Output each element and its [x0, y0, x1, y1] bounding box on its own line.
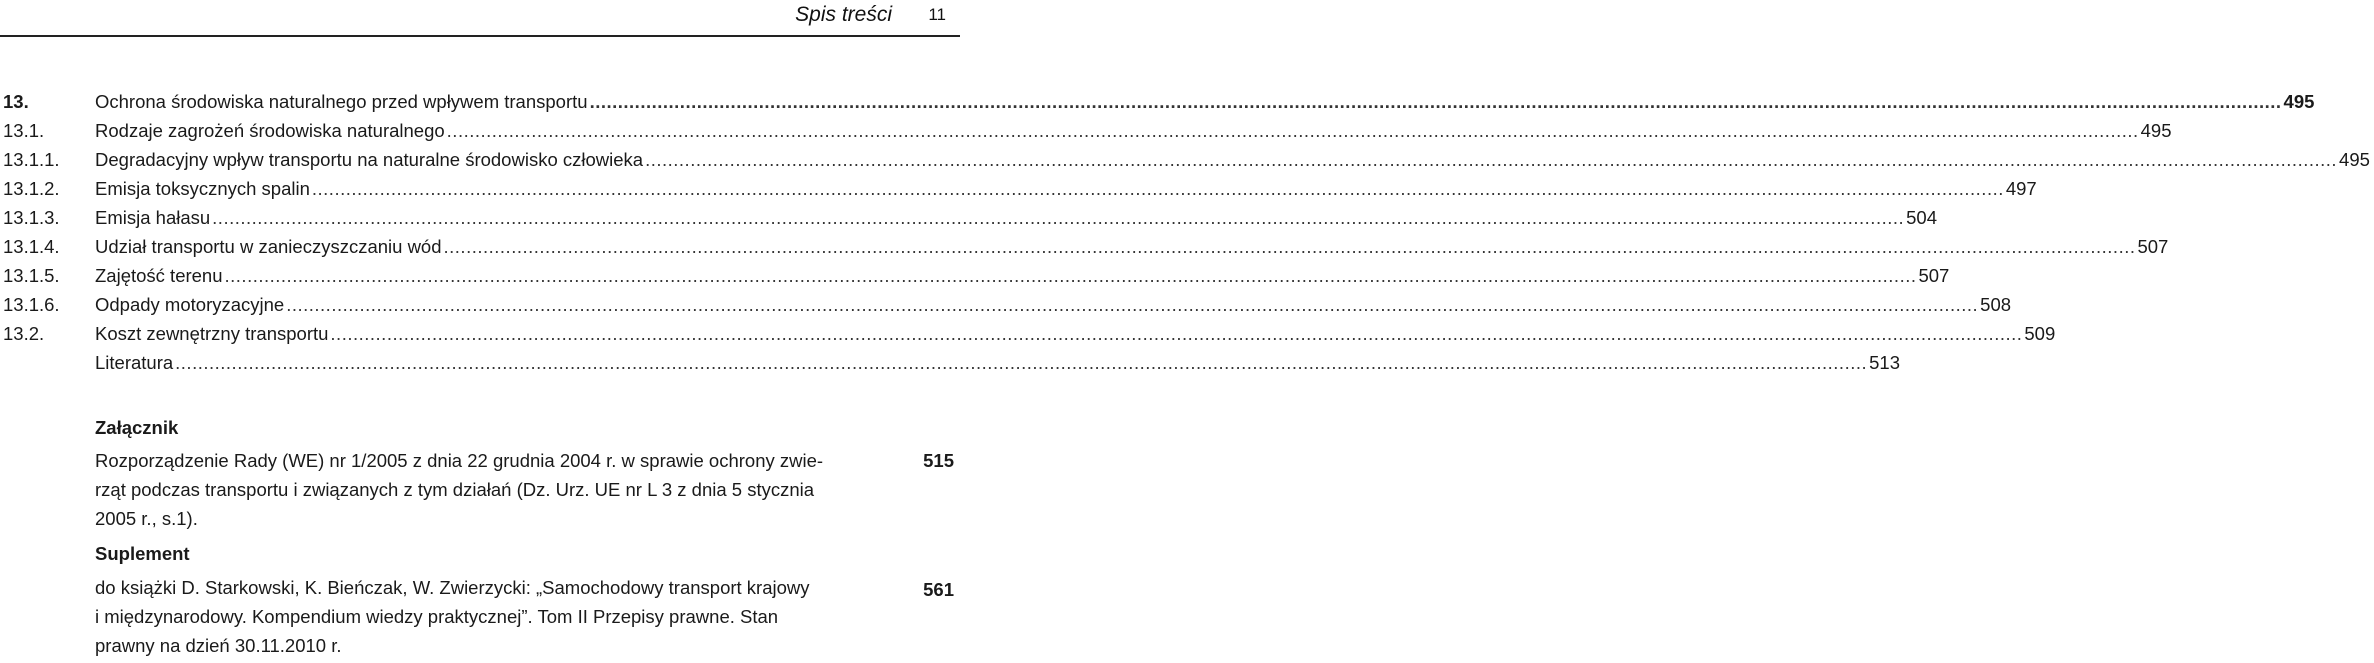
toc-entry-page: 495	[2283, 91, 2315, 112]
running-title: Spis treści	[795, 3, 892, 26]
toc-entry-title: Emisja toksycznych spalin	[95, 178, 310, 199]
toc-entry-page: 513	[1869, 352, 1900, 373]
annex-line: rząt podczas transportu i związanych z tym działań (Dz. Urz. UE nr L 3 z dnia 5 stycznia	[95, 479, 815, 500]
toc-leader-dots: ............................................................................................................................................................................................................................................................................................................	[286, 294, 1979, 315]
annex-text	[95, 446, 925, 533]
supplement-line: do książki D. Starkowski, K. Bieńczak, W. Zwierzycki: „Samochodowy transport krajowy	[95, 577, 810, 598]
annex-line: 2005 r., s.1).	[95, 508, 198, 529]
toc-entry	[0, 145, 2370, 174]
toc-entry	[0, 203, 1938, 232]
toc-entry-number: 13.1.2.	[3, 178, 60, 199]
toc-leader-dots: ............................................................................................................................................................................................................................................................................................................	[311, 178, 2004, 199]
toc-entry-line	[95, 232, 2169, 261]
toc-entry-page: 495	[2140, 120, 2172, 141]
toc-entry-line	[95, 87, 2315, 116]
toc-entry-line	[95, 116, 2172, 145]
toc-entry-number: 13.1.5.	[3, 265, 60, 286]
supplement-text	[95, 573, 925, 660]
toc-entry-page: 497	[2005, 178, 2037, 199]
toc-entry-title: Rodzaje zagrożeń środowiska naturalnego	[95, 120, 445, 141]
toc-entry-number: 13.1.3.	[3, 207, 60, 228]
toc-entry-line	[95, 261, 1950, 290]
toc-leader-dots: ............................................................................................................................................................................................................................................................................................................	[589, 91, 2282, 112]
annex-heading: Załącznik	[95, 417, 179, 438]
toc-entry-line	[95, 174, 2037, 203]
toc-entry-title: Ochrona środowiska naturalnego przed wpływem transportu	[95, 91, 588, 112]
toc-entry	[0, 116, 2172, 145]
toc-entry-page: 509	[2024, 323, 2056, 344]
toc-leader-dots: ............................................................................................................................................................................................................................................................................................................	[330, 323, 2023, 344]
toc-entry-title: Udział transportu w zanieczyszczaniu wód	[95, 236, 442, 257]
toc-entry	[0, 174, 2037, 203]
toc-leader-dots: ............................................................................................................................................................................................................................................................................................................	[224, 265, 1917, 286]
toc-entry	[0, 232, 2169, 261]
toc-entry-title: Zajętość terenu	[95, 265, 223, 286]
toc-entry-number: 13.1.4.	[3, 236, 60, 257]
supplement-heading: Suplement	[95, 543, 190, 564]
toc-entry-number: 13.2.	[3, 323, 45, 344]
toc-leader-dots: ............................................................................................................................................................................................................................................................................................................	[175, 352, 1868, 373]
toc-leader-dots: ............................................................................................................................................................................................................................................................................................................	[212, 207, 1905, 228]
header-divider	[0, 35, 960, 37]
toc-leader-dots: ............................................................................................................................................................................................................................................................................................................	[443, 236, 2136, 257]
toc-entry-title: Emisja hałasu	[95, 207, 211, 228]
toc-entry-title: Odpady motoryzacyjne	[95, 294, 285, 315]
toc-entry-title: Koszt zewnętrzny transportu	[95, 323, 329, 344]
toc-entry-number: 13.1.	[3, 120, 45, 141]
toc-entry	[0, 319, 2056, 348]
supplement-line: prawny na dzień 30.11.2010 r.	[95, 635, 342, 656]
toc-entry-number: 13.1.6.	[3, 294, 60, 315]
toc-entry-page: 508	[1980, 294, 2012, 315]
toc-entry-line	[95, 203, 1938, 232]
page-header	[0, 0, 960, 38]
toc-entry-number: 13.1.1.	[3, 149, 60, 170]
toc-entry-line	[95, 319, 2056, 348]
toc-leader-dots: ............................................................................................................................................................................................................................................................................................................	[645, 149, 2338, 170]
toc-entry	[0, 348, 1900, 377]
toc-entry-line	[95, 145, 2370, 174]
toc-entry-page: 507	[2137, 236, 2169, 257]
toc-entry	[0, 290, 2012, 319]
toc-entry-page: 507	[1918, 265, 1950, 286]
page-number: 11	[928, 5, 946, 24]
supplement-line: i międzynarodowy. Kompendium wiedzy praktycznej”. Tom II Przepisy prawne. Stan	[95, 606, 779, 627]
toc-entry-page: 504	[1906, 207, 1938, 228]
toc-leader-dots: ............................................................................................................................................................................................................................................................................................................	[446, 120, 2139, 141]
toc-entry-line	[95, 348, 1900, 377]
annex-line: Rozporządzenie Rady (WE) nr 1/2005 z dnia 22 grudnia 2004 r. w sprawie ochrony zwie-	[95, 450, 824, 471]
toc-entry-page: 495	[2339, 149, 2370, 170]
toc-entry	[0, 87, 2315, 116]
toc-entry	[0, 261, 1950, 290]
toc-entry-number: 13.	[3, 91, 29, 112]
toc-entry-line	[95, 290, 2012, 319]
annex-page-number: 515	[923, 450, 954, 471]
toc-entry-title: Literatura	[95, 352, 174, 373]
supplement-page-number: 561	[923, 579, 954, 600]
toc-entry-title: Degradacyjny wpływ transportu na naturalne środowisko człowieka	[95, 149, 644, 170]
